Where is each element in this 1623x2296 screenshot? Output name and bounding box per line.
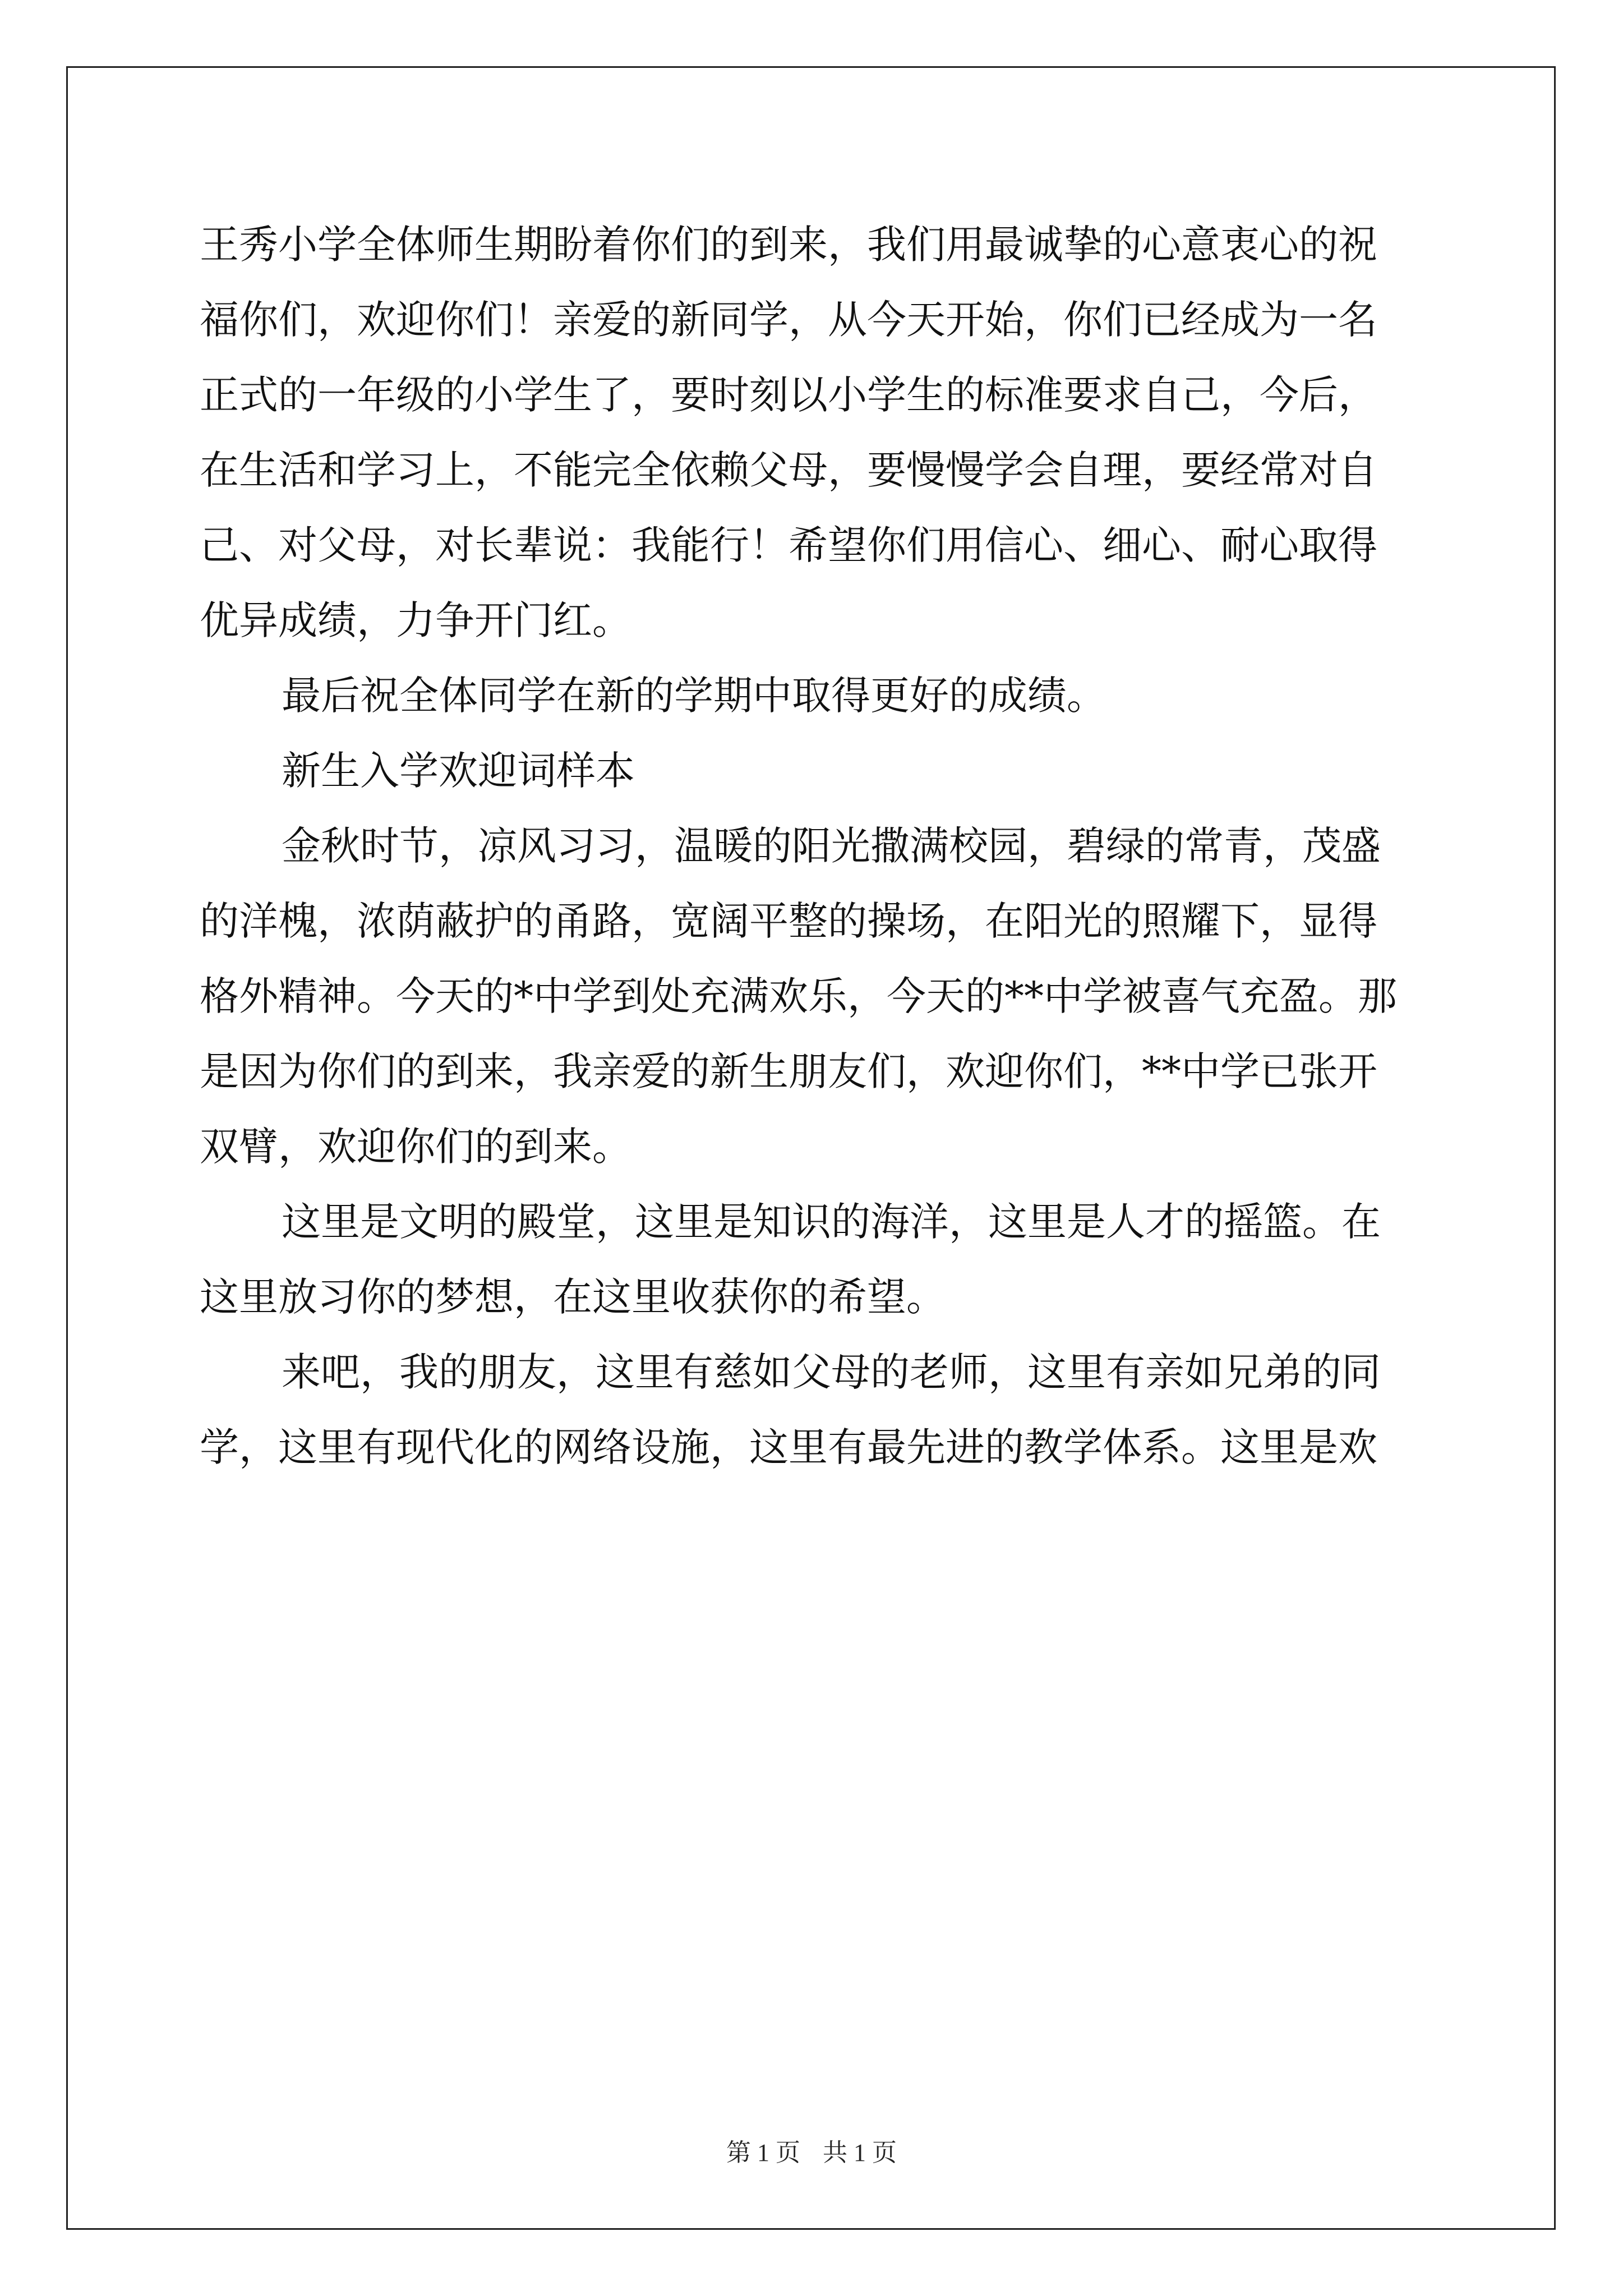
text-line: 学，这里有现代化的网络设施，这里有最先进的教学体系。这里是欢	[200, 1424, 1377, 1470]
text-line: 的洋槐，浓荫蔽护的甬路，宽阔平整的操场，在阳光的照耀下，显得	[200, 898, 1377, 944]
section-heading: 新生入学欢迎词样本	[282, 748, 635, 794]
text-line: 来吧，我的朋友，这里有慈如父母的老师，这里有亲如兄弟的同	[282, 1349, 1381, 1395]
text-line: 己、对父母，对长辈说：我能行！希望你们用信心、细心、耐心取得	[200, 522, 1377, 568]
text-line: 格外精神。今天的*中学到处充满欢乐，今天的**中学被喜气充盈。那	[200, 973, 1397, 1019]
text-line: 优异成绩，力争开门红。	[200, 597, 631, 643]
text-line: 正式的一年级的小学生了，要时刻以小学生的标准要求自己，今后，	[200, 372, 1377, 418]
text-line: 金秋时节，凉风习习，温暖的阳光撒满校园，碧绿的常青，茂盛	[282, 823, 1381, 869]
text-line: 这里是文明的殿堂，这里是知识的海洋，这里是人才的摇篮。在	[282, 1199, 1381, 1245]
text-line: 王秀小学全体师生期盼着你们的到来，我们用最诚挚的心意衷心的祝	[200, 222, 1377, 268]
text-line: 双臂，欢迎你们的到来。	[200, 1124, 631, 1170]
text-line: 最后祝全体同学在新的学期中取得更好的成绩。	[282, 673, 1106, 719]
text-line: 是因为你们的到来，我亲爱的新生朋友们，欢迎你们，**中学已张开	[200, 1048, 1377, 1094]
text-line: 在生活和学习上，不能完全依赖父母，要慢慢学会自理，要经常对自	[200, 447, 1377, 493]
page-number: 第 1 页	[726, 2139, 800, 2166]
text-line: 福你们，欢迎你们！亲爱的新同学，从今天开始，你们已经成为一名	[200, 297, 1377, 343]
page-total: 共 1 页	[823, 2139, 897, 2166]
page-footer	[0, 2136, 1623, 2170]
text-line: 这里放习你的梦想，在这里收获你的希望。	[200, 1274, 946, 1320]
